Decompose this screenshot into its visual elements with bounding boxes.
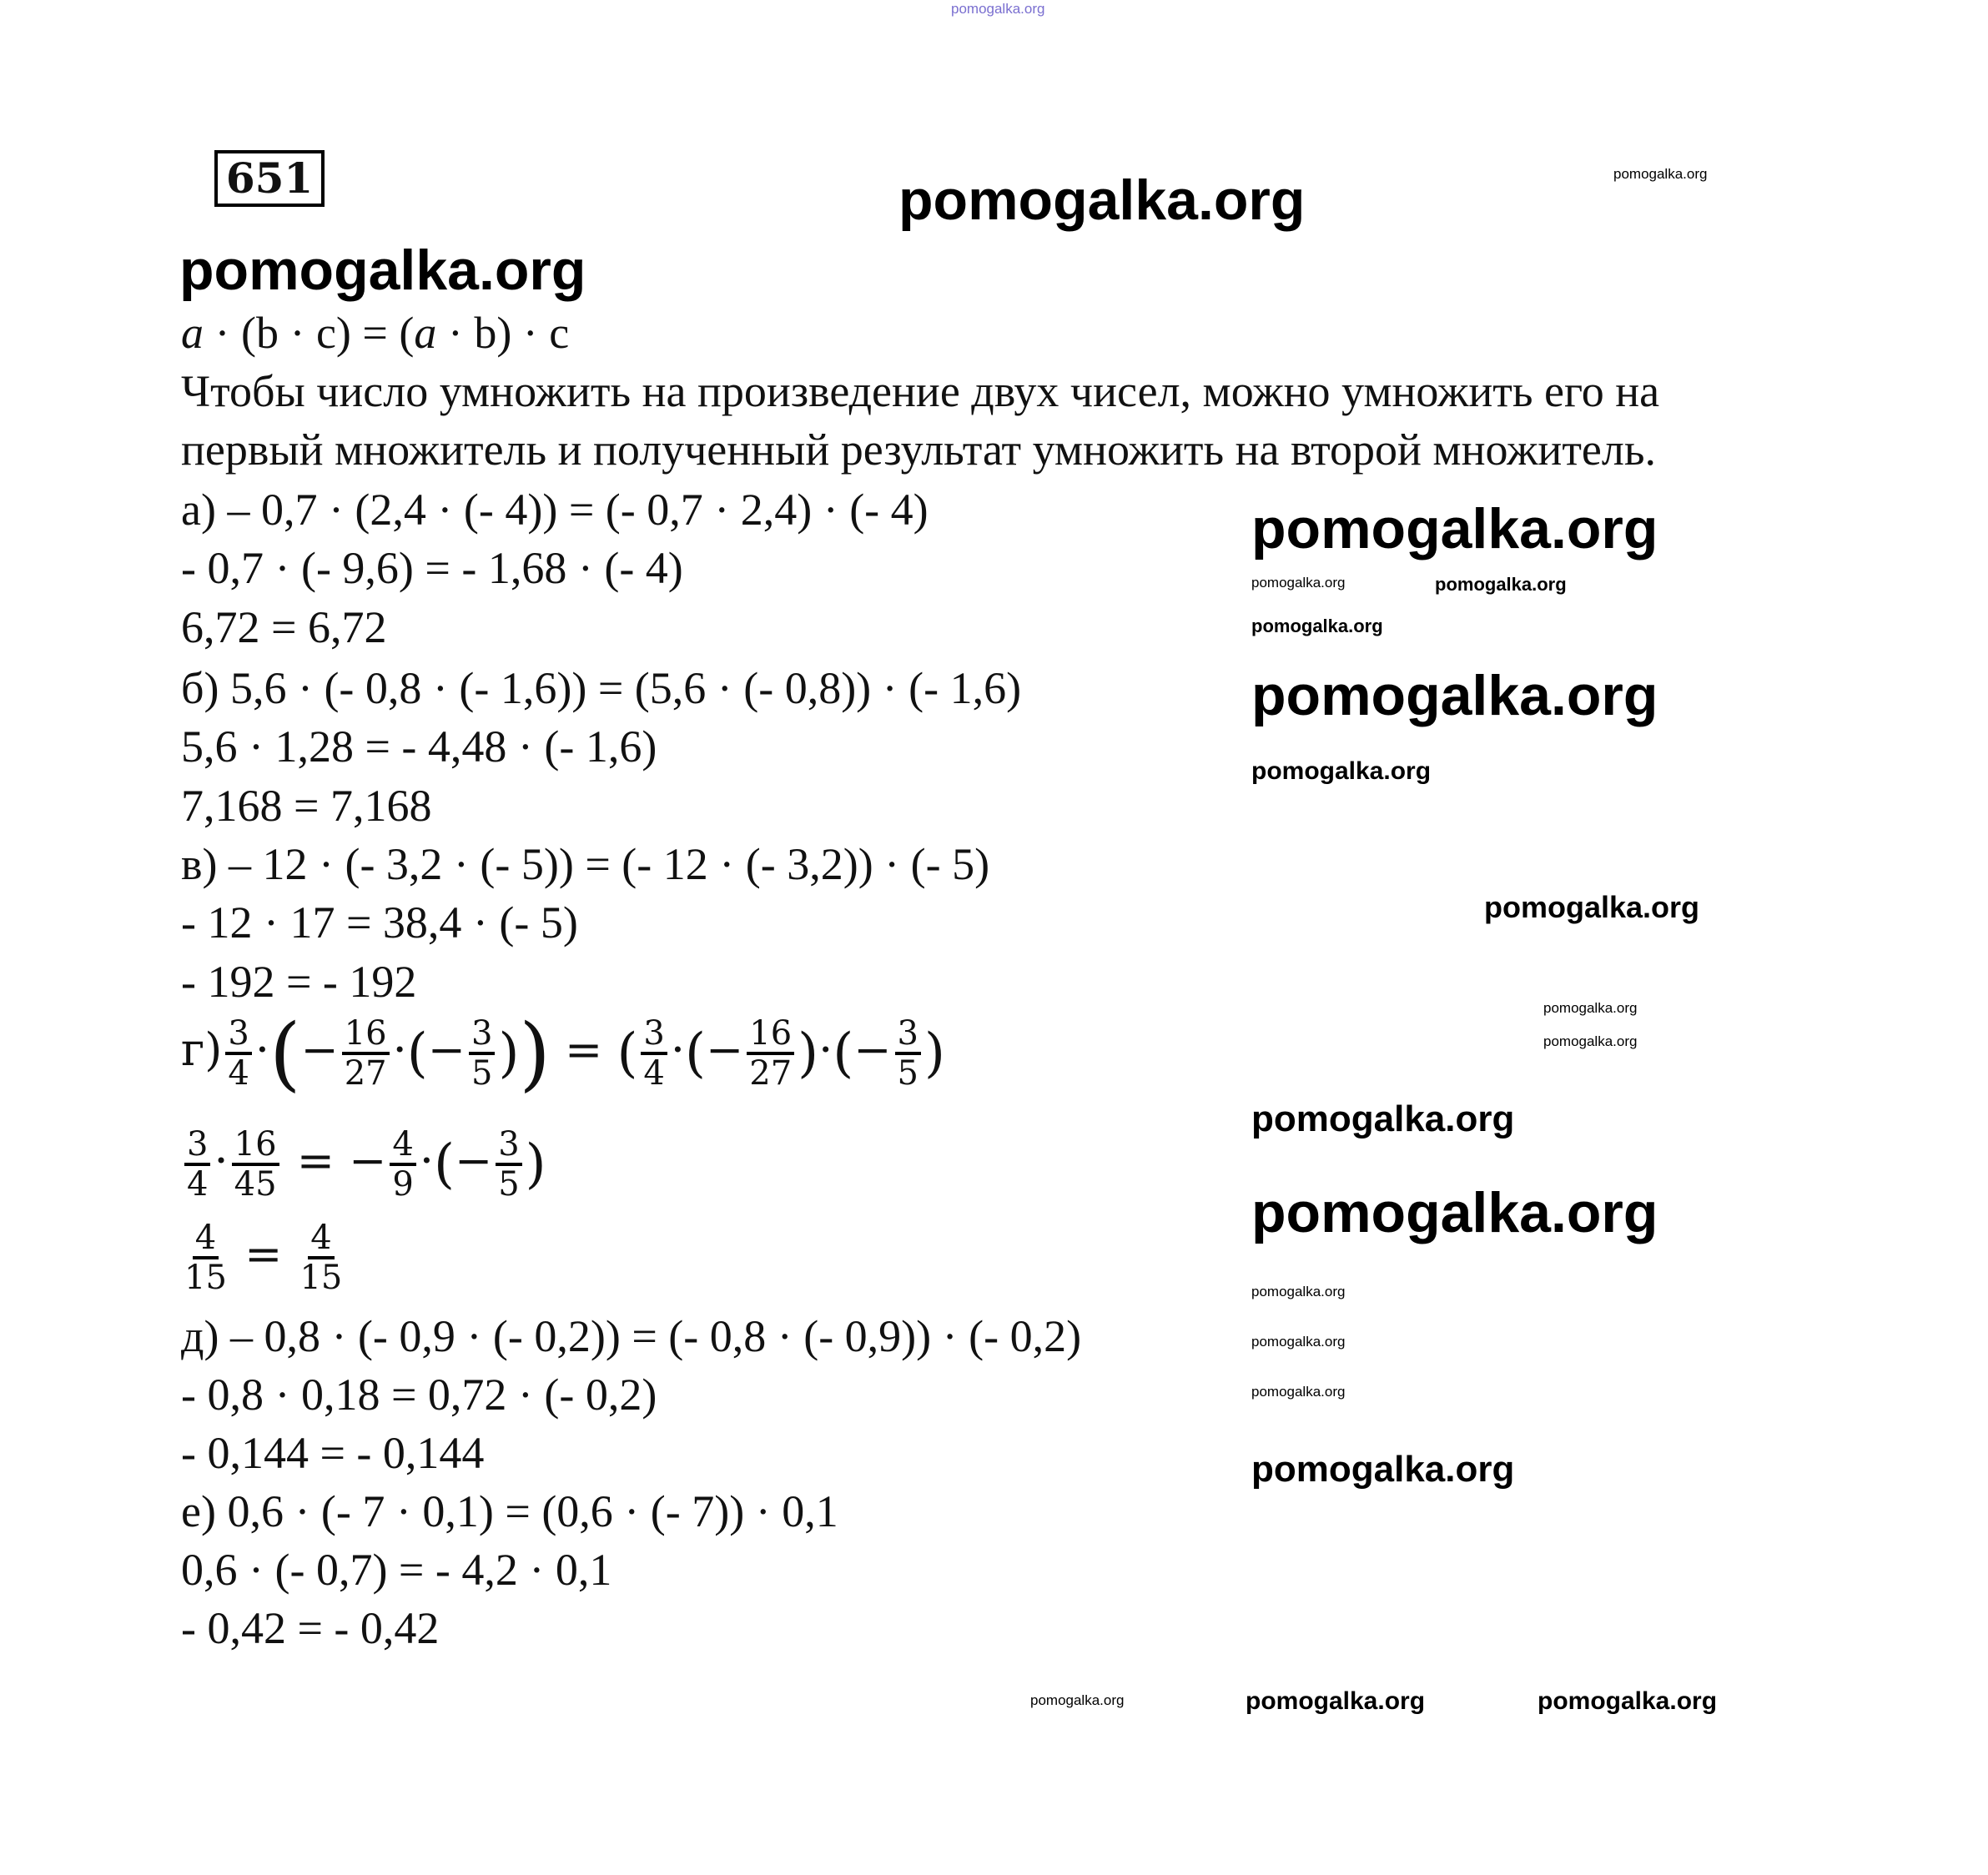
watermark: pomogalka.org	[1251, 1181, 1658, 1244]
watermark: pomogalka.org	[1251, 575, 1346, 591]
numerator: 3	[641, 1015, 667, 1055]
fraction	[641, 1015, 667, 1092]
denominator: 4	[187, 1165, 209, 1204]
watermark: pomogalka.org	[1246, 1687, 1426, 1715]
formula-part: · (b · c) = (	[204, 308, 415, 358]
watermark: pomogalka.org	[1543, 1033, 1638, 1049]
numerator: 4	[308, 1219, 334, 1259]
fraction	[232, 1126, 279, 1203]
watermark: pomogalka.org	[1613, 166, 1708, 182]
associative-formula	[181, 308, 570, 358]
watermark: pomogalka.org	[1435, 574, 1567, 595]
watermark: pomogalka.org	[1251, 497, 1658, 560]
solution-line: - 192 = - 192	[181, 957, 417, 1007]
denominator: 9	[392, 1165, 414, 1204]
fraction	[184, 1219, 227, 1296]
watermark: pomogalka.org	[1251, 1449, 1515, 1490]
solution-line: 7,168 = 7,168	[181, 781, 432, 831]
watermark: pomogalka.org	[1251, 664, 1658, 727]
item-label: г)	[181, 1023, 223, 1076]
solution-line: - 12 · 17 = 38,4 · (- 5)	[181, 897, 578, 948]
solution-line: - 0,144 = - 0,144	[181, 1428, 485, 1478]
fraction	[496, 1126, 521, 1203]
numerator: 3	[225, 1015, 251, 1055]
denominator: 15	[299, 1259, 343, 1297]
watermark: pomogalka.org	[1251, 1098, 1515, 1139]
fraction	[342, 1015, 390, 1092]
var-a: a	[414, 308, 437, 358]
numerator: 3	[469, 1015, 495, 1055]
problem-number: 651	[214, 150, 325, 207]
formula-part: · b) · c	[436, 308, 570, 358]
fraction	[469, 1015, 495, 1092]
denominator: 45	[234, 1165, 277, 1204]
solution-line-g1: г) $\frac{3}{4}$ ·(− $\frac{16}{27}$ ·(− $\frac{3}{5}$ )) = ( $\frac{3}{4}$ ·(− $\frac{16}{27}$ )·(− $\frac{3}{5}$ )	[181, 1007, 945, 1100]
numerator: 3	[895, 1015, 921, 1055]
fraction	[390, 1126, 415, 1203]
fraction	[225, 1015, 251, 1092]
solution-line: 0,6 · (- 0,7) = - 4,2 · 0,1	[181, 1545, 612, 1595]
fraction	[895, 1015, 921, 1092]
denominator: 15	[184, 1259, 227, 1297]
watermark: pomogalka.org	[1251, 616, 1383, 636]
watermark: pomogalka.org	[179, 239, 586, 302]
numerator: 4	[193, 1219, 219, 1259]
numerator: 3	[184, 1126, 210, 1166]
watermark: pomogalka.org	[1251, 1284, 1346, 1299]
solution-line: в) – 12 · (- 3,2 · (- 5)) = (- 12 · (- 3,2)) · (- 5)	[181, 839, 990, 889]
denominator: 4	[228, 1054, 249, 1093]
watermark: pomogalka.org	[1543, 1000, 1638, 1016]
watermark: pomogalka.org	[1251, 757, 1432, 785]
rule-text: первый множитель и полученный результат умножить на второй множитель.	[181, 425, 1656, 475]
watermark: pomogalka.org	[1030, 1692, 1125, 1708]
solution-line: е) 0,6 · (- 7 · 0,1) = (0,6 · (- 7)) · 0,1	[181, 1486, 838, 1536]
numerator: 16	[342, 1015, 390, 1055]
denominator: 4	[643, 1054, 665, 1093]
watermark: pomogalka.org	[898, 168, 1306, 232]
solution-line: - 0,8 · 0,18 = 0,72 · (- 0,2)	[181, 1370, 657, 1420]
denominator: 5	[471, 1054, 493, 1093]
watermark: pomogalka.org	[1484, 890, 1700, 924]
fraction	[184, 1126, 210, 1203]
numerator: 4	[390, 1126, 415, 1166]
watermark: pomogalka.org	[1251, 1334, 1346, 1350]
watermark: pomogalka.org	[1538, 1687, 1718, 1715]
solution-line: а) – 0,7 · (2,4 · (- 4)) = (- 0,7 · 2,4) · (- 4)	[181, 485, 929, 535]
fraction	[747, 1015, 794, 1092]
solution-line: - 0,7 · (- 9,6) = - 1,68 · (- 4)	[181, 543, 683, 593]
numerator: 16	[232, 1126, 279, 1166]
denominator: 5	[897, 1054, 919, 1093]
solution-line: - 0,42 = - 0,42	[181, 1603, 440, 1653]
watermark: pomogalka.org	[951, 1, 1045, 17]
denominator: 5	[498, 1165, 520, 1204]
watermark: pomogalka.org	[1251, 1384, 1346, 1400]
numerator: 3	[496, 1126, 521, 1166]
solution-line-g3: $\frac{4}{15}$ = $\frac{4}{15}$	[184, 1219, 343, 1297]
solution-line: б) 5,6 · (- 0,8 · (- 1,6)) = (5,6 · (- 0,8)) · (- 1,6)	[181, 663, 1022, 713]
denominator: 27	[344, 1054, 387, 1093]
fraction	[299, 1219, 342, 1296]
rule-text: Чтобы число умножить на произведение двух чисел, можно умножить его на	[181, 366, 1660, 416]
numerator: 16	[747, 1015, 794, 1055]
var-a: a	[181, 308, 204, 358]
solution-line: 5,6 · 1,28 = - 4,48 · (- 1,6)	[181, 721, 657, 772]
denominator: 27	[749, 1054, 793, 1093]
solution-line-g2: $\frac{3}{4}$ · $\frac{16}{45}$ = − $\frac{4}{9}$ ·(− $\frac{3}{5}$ )	[181, 1126, 546, 1203]
solution-line: д) – 0,8 · (- 0,9 · (- 0,2)) = (- 0,8 · (- 0,9)) · (- 0,2)	[181, 1311, 1082, 1361]
solution-line: 6,72 = 6,72	[181, 602, 387, 652]
